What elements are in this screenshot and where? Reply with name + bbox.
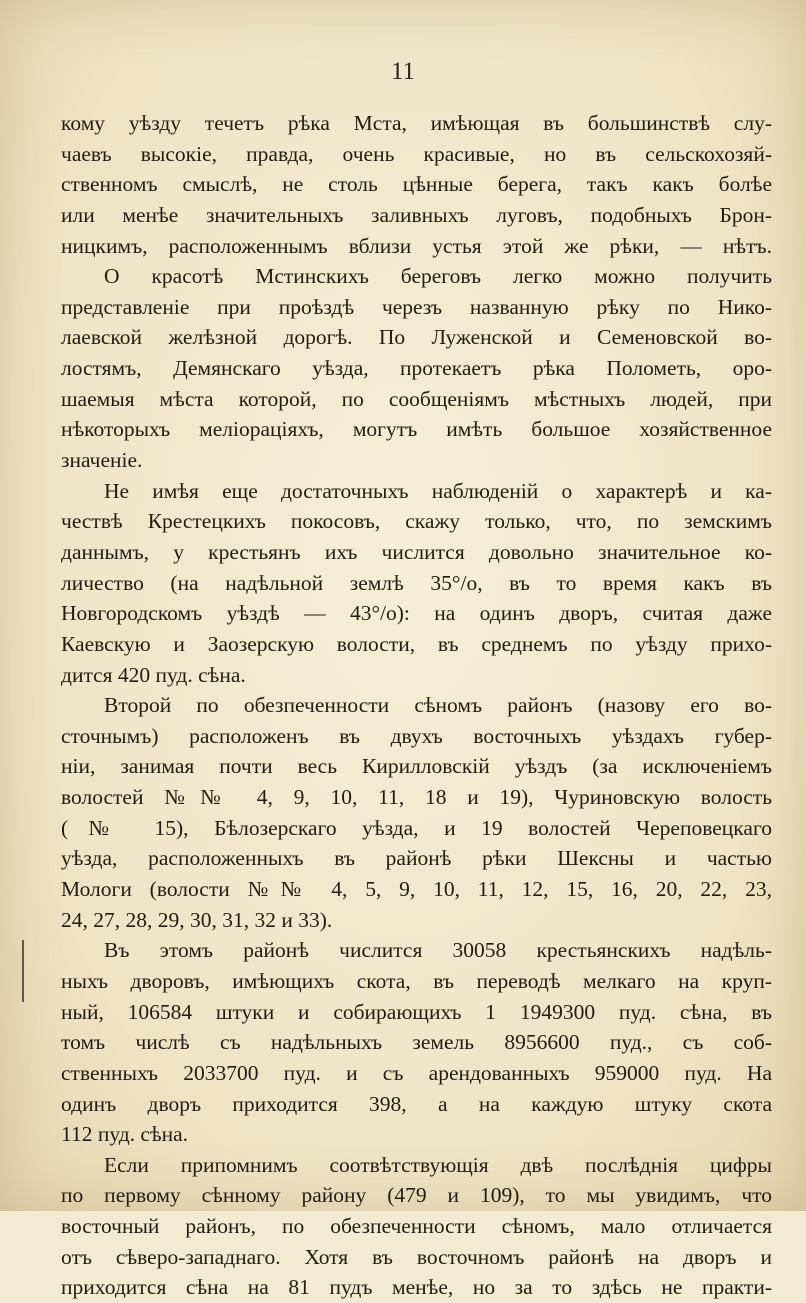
text-line: Новгородскомъ уѣздѣ — 43°/о): на одинъ дворъ, считая даже [61,601,772,626]
text-line: (№ 15), Бѣлозерскаго уѣзда, и 19 волостей Череповецкаго [61,815,772,840]
page-number: 11 [390,58,416,85]
text-line: представленіе при проѣздѣ черезъ названную рѣку по Нико- [61,294,772,319]
text-line: О красотѣ Мстинскихъ береговъ легко можно получить [104,264,772,289]
text-line: Каевскую и Заозерскую волости, въ среднемъ по уѣзду прихо- [61,631,772,656]
margin-pencil-mark [22,940,24,1002]
text-line: ніи, занимая почти весь Кирилловскій уѣздъ (за исключеніемъ [61,754,772,779]
text-line: уѣзда, расположенныхъ въ районѣ рѣки Шексны и частью [61,846,772,871]
text-line: шаемыя мѣста которой, по сообщеніямъ мѣстныхъ людей, при [61,386,772,411]
text-line: лостямъ, Демянскаго уѣзда, протекаетъ рѣка Полометь, оро- [61,356,772,381]
text-line: томъ числѣ съ надѣльныхъ земель 8956600 пуд., съ соб- [61,1030,772,1055]
text-line: нѣкоторыхъ мелioраціяхъ, могутъ имѣть большое хозяйственное [61,417,772,442]
text-line: 112 пуд. сѣна. [61,1122,189,1147]
text-line: ственныхъ 2033700 пуд. и съ арендованныхъ 959000 пуд. На [61,1060,772,1085]
text-line: дится 420 пуд. сѣна. [61,662,246,687]
text-line: чаевъ высокіе, правда, очень красивые, но въ сельскохозяй- [61,141,772,166]
text-line: Мологи (волости №№ 4, 5, 9, 10, 11, 12, 15, 16, 20, 22, 23, [61,877,772,902]
text-line: Въ этомъ районѣ числится 30058 крестьянскихъ надѣль- [104,938,772,963]
text-line: 24, 27, 28, 29, 30, 31, 32 и 33). [61,907,333,932]
text-line: ницкимъ, расположеннымъ вблизи устья этой же рѣки, — нѣтъ. [61,233,772,258]
text-line: Если припомнимъ соотвѣтствующія двѣ послѣднія цифры [104,1152,772,1177]
text-line: отъ сѣверо-западнаго. Хотя въ восточномъ районѣ на дворъ и [61,1244,772,1269]
text-line: ныхъ дворовъ, имѣющихъ скота, въ переводѣ мелкаго на круп- [61,968,772,993]
text-line: Второй по обезпеченности сѣномъ районъ (назову его во- [104,693,772,718]
text-line: даннымъ, у крестьянъ ихъ числится довольно значительное ко- [61,539,772,564]
text-line: значеніе. [61,448,143,473]
text-line: лаевской желѣзной дорогѣ. По Луженской и Семеновской во- [61,325,772,350]
text-line: восточный районъ, по обезпеченности сѣномъ, мало отличается [61,1214,772,1239]
text-line: ственномъ смыслѣ, не столь цѣнные берега, такъ какъ болѣе [61,172,772,197]
text-line: сточнымъ) расположенъ въ двухъ восточныхъ уѣздахъ губер- [61,723,772,748]
text-line: чествѣ Крестецкихъ покосовъ, скажу только, что, по земскимъ [61,509,772,534]
text-line: кому уѣзду течетъ рѣка Мста, имѣющая въ большинствѣ слу- [61,111,772,135]
text-line: по первому сѣнному району (479 и 109), то мы увидимъ, что [61,1183,772,1208]
text-line: ный, 106584 штуки и собирающихъ 1 1949300 пуд. сѣна, въ [61,999,772,1024]
text-line: личество (на надѣльной землѣ 35°/о, въ то время какъ въ [61,570,772,595]
text-line: приходится сѣна на 81 пудъ менѣе, но за то здѣсь не практи- [61,1275,772,1300]
text-line: одинъ дворъ приходится 398, а на каждую штуку скота [61,1091,772,1116]
text-line: волостей №№ 4, 9, 10, 11, 18 и 19), Чуриновскую волость [61,785,772,810]
text-line: Не имѣя еще достаточныхъ наблюденій о характерѣ и ка- [104,478,772,503]
text-line: или менѣе значительныхъ заливныхъ луговъ, подобныхъ Брон- [61,202,772,227]
body-text [61,108,772,1303]
